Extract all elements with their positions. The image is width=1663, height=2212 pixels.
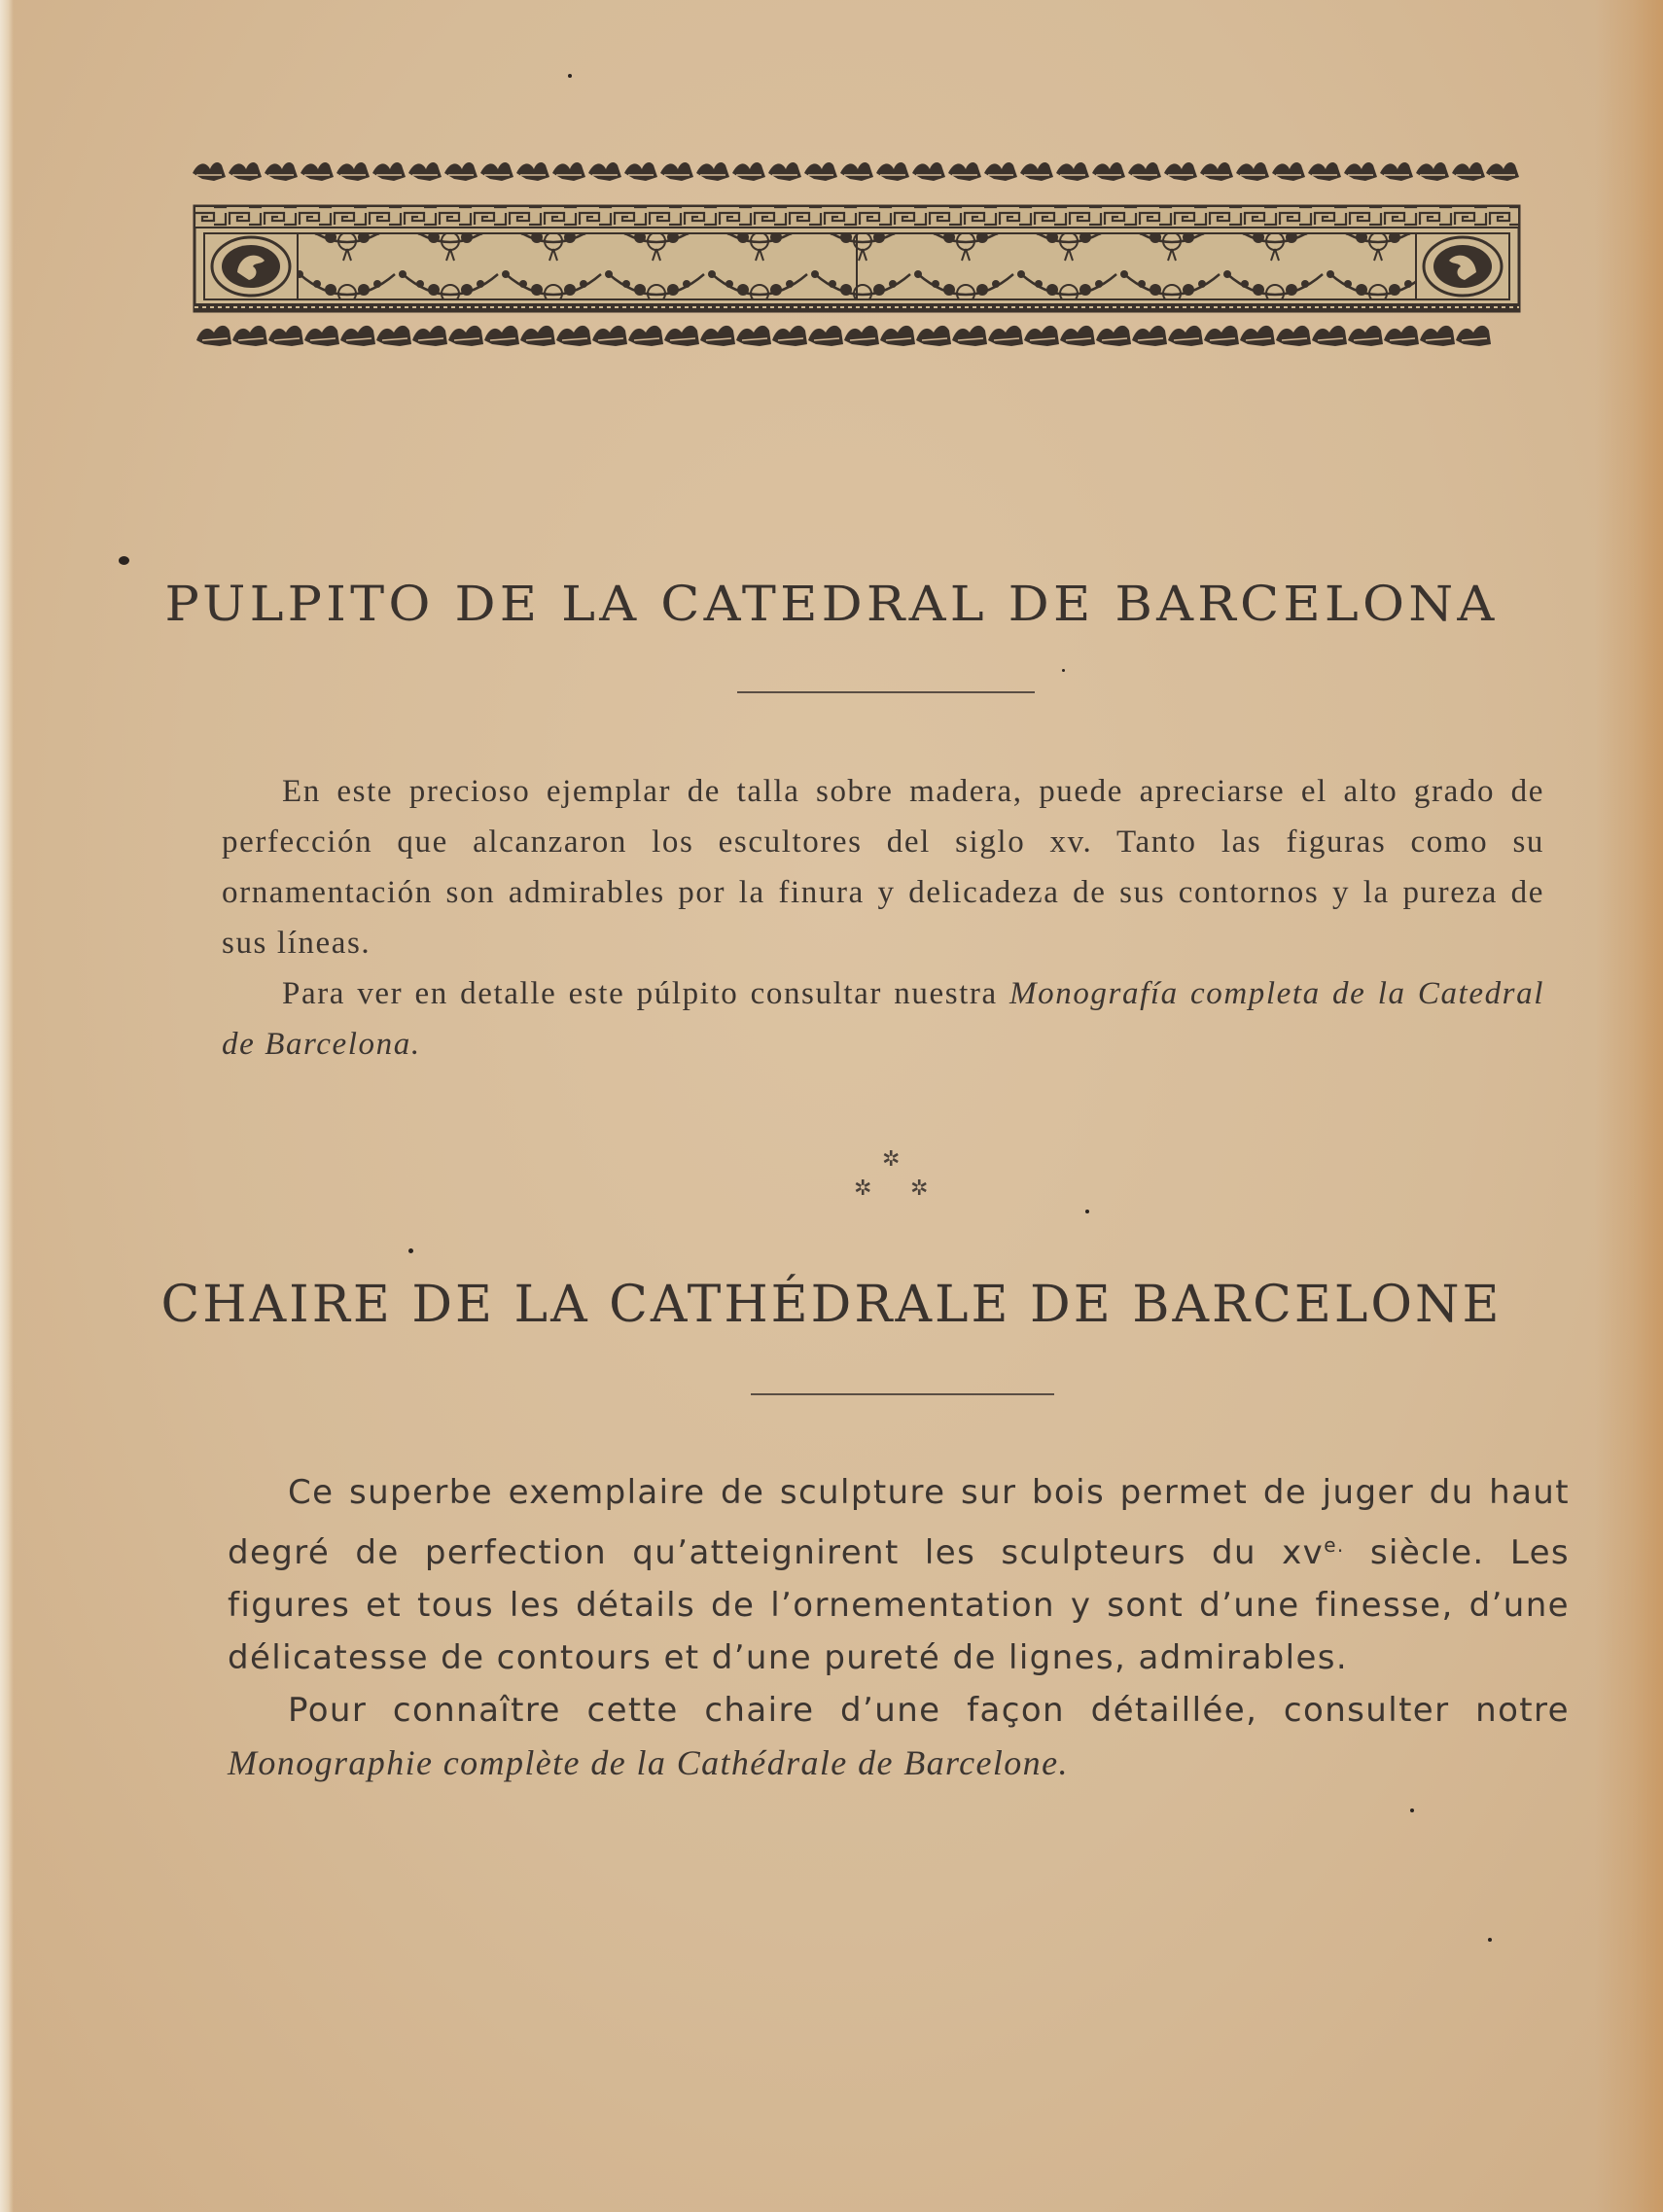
asterism-separator <box>846 1147 934 1206</box>
medallion-left <box>204 233 298 299</box>
spanish-body <box>222 766 1544 1070</box>
french-title-rule <box>751 1393 1054 1395</box>
spanish-paragraph-2 <box>222 968 1544 1070</box>
ornamental-header-band <box>193 158 1521 362</box>
ink-speck <box>119 556 129 565</box>
page-right-edge-shadow <box>1595 0 1663 2212</box>
french-title: CHAIRE DE LA CATHÉDRALE DE BARCELONE <box>160 1276 1503 1334</box>
french-paragraph-1-part-a: Ce superbe exemplaire de sculpture sur bois permet de juger du haut degré de perfection qu’atteignirent les sculpteurs du xv <box>228 1473 1570 1572</box>
ink-speck <box>1410 1808 1414 1812</box>
french-paragraph-1-part-b: siècle. Les figures et tous les détails de l’ornementation y sont d’une finesse, d’une délicatesse de contours et d’une pureté de lignes, admirables. <box>228 1533 1570 1677</box>
asterism-star-icon: ✲ <box>854 1176 872 1201</box>
leaf-frieze-top <box>193 162 1519 181</box>
medallion-right <box>1416 233 1509 299</box>
asterism-star-icon: ✲ <box>910 1176 929 1201</box>
ink-speck <box>568 74 572 78</box>
spanish-monograph-reference: Monografía completa de la Catedral de Barcelona. <box>222 976 1544 1062</box>
spanish-paragraph-2-text: Para ver en detalle este púlpito consultar nuestra <box>282 976 1010 1011</box>
page-left-edge <box>0 0 14 2212</box>
spanish-paragraph-1: En este precioso ejemplar de talla sobre madera, puede apreciarse el alto grado de perfección que alcanzaron los escultores del siglo xv. Tanto las figuras como su ornamentación son admirables por la finura y delicadeza de sus contornos y la pureza de sus líneas. <box>222 774 1544 961</box>
century-superscript: e. <box>1324 1533 1345 1557</box>
french-paragraph-2 <box>228 1684 1570 1790</box>
ink-speck <box>1488 1938 1492 1942</box>
french-paragraph-1 <box>228 1466 1570 1684</box>
asterism-star-icon: ✲ <box>882 1147 901 1172</box>
french-body <box>228 1466 1570 1790</box>
french-paragraph-2-text: Pour connaître cette chaire d’une façon détaillée, consulter notre <box>288 1691 1570 1730</box>
ink-speck <box>1085 1210 1089 1213</box>
french-monograph-reference: Monographie complète de la Cathédrale de Barcelone. <box>228 1743 1069 1782</box>
leaf-frieze-bottom <box>196 326 1491 346</box>
spanish-title: PULPITO DE LA CATEDRAL DE BARCELONA <box>164 576 1499 632</box>
ink-speck <box>1062 669 1065 672</box>
ink-speck <box>408 1248 413 1253</box>
spanish-title-rule <box>737 691 1035 693</box>
